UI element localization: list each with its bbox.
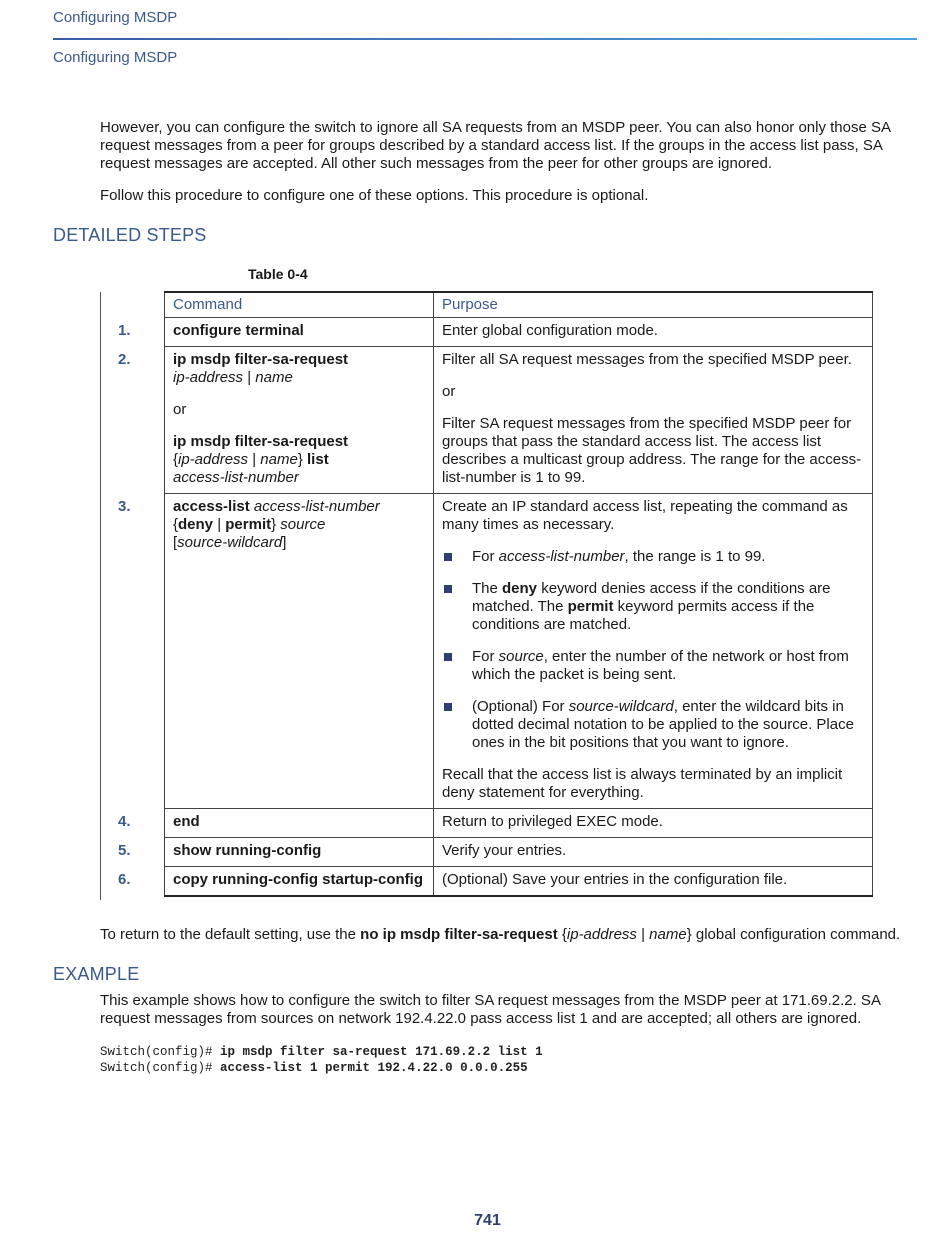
header-rule <box>53 38 917 40</box>
page-number: 741 <box>474 1212 501 1229</box>
purpose-text: Recall that the access list is always terminated by an implicit deny statement for everything. <box>442 766 843 801</box>
intro-paragraph-2: Follow this procedure to configure one of these options. This procedure is optional. <box>100 187 649 204</box>
command-argument: ip-address <box>178 451 249 468</box>
list-item: The deny keyword denies access if the conditions are matched. The permit keyword permits access if the conditions are matched. <box>442 580 864 634</box>
step-number: 6. <box>118 870 131 888</box>
command-keyword: ip msdp filter-sa-request <box>173 351 349 368</box>
intro-paragraph-1: However, you can configure the switch to ignore all SA requests from an MSDP peer. You can also honor only those SA request messages from a peer for groups described by a standard access list. If the groups in the access list pass, SA request messages are accepted. All other such messages from the peer for other groups are ignored. <box>100 119 891 172</box>
command-argument: access-list-number <box>173 469 299 486</box>
command-cell <box>165 867 434 897</box>
purpose-cell: Enter global configuration mode. <box>434 318 873 347</box>
command-argument: ip-address <box>566 926 637 943</box>
purpose-text: Filter SA request messages from the specified MSDP peer for groups that pass the standard access list. The access list describes a multicast group address. The range for the access-list-number is 1 to 99. <box>442 415 862 486</box>
command-keyword: end <box>173 813 200 830</box>
step-number: 3. <box>118 497 131 515</box>
purpose-column-header: Purpose <box>434 292 873 318</box>
command-keyword: access-list <box>173 498 250 515</box>
table-header-row <box>100 292 873 318</box>
steps-table <box>100 291 873 897</box>
command-column-header: Command <box>165 292 434 318</box>
command-cell <box>165 809 434 838</box>
or-text: or <box>173 401 187 418</box>
list-item: For access-list-number, the range is 1 to 99. <box>442 548 864 566</box>
or-text: or <box>442 383 456 400</box>
command-argument: access-list-number <box>253 498 380 515</box>
command-argument: name <box>649 926 687 943</box>
code-line <box>100 1044 543 1060</box>
command-keyword: configure terminal <box>173 322 304 339</box>
bullet-list <box>442 548 864 752</box>
command-argument: source <box>280 516 326 533</box>
command-keyword: copy running-config startup-config <box>173 871 423 888</box>
detailed-steps-heading: DETAILED STEPS <box>53 225 207 245</box>
example-paragraph: This example shows how to configure the switch to filter SA request messages from the MSDP peer at 171.69.2.2. SA request messages from sources on network 192.4.22.0 pass access list 1 and are accepted; all others are ignored. <box>100 992 881 1027</box>
square-bullet-icon <box>444 653 452 661</box>
purpose-cell <box>434 494 873 809</box>
square-bullet-icon <box>444 703 452 711</box>
purpose-cell <box>434 347 873 494</box>
purpose-text: Create an IP standard access list, repeating the command as many times as necessary. <box>442 498 848 533</box>
command-keyword: ip msdp filter-sa-request <box>173 433 349 450</box>
code-block <box>100 1044 543 1076</box>
command-cell: access-list access-list-number {deny | permit} source [source-wildcard] <box>165 494 434 809</box>
code-command: access-list 1 permit 192.4.22.0 0.0.0.255 <box>220 1061 528 1075</box>
code-prompt: Switch(config)# <box>100 1045 221 1059</box>
step-number: 1. <box>118 321 131 339</box>
running-header-section: Configuring MSDP <box>53 49 178 66</box>
table-row <box>100 838 873 867</box>
command-cell <box>165 838 434 867</box>
table-row <box>100 494 873 809</box>
command-keyword: show running-config <box>173 842 322 859</box>
square-bullet-icon <box>444 553 452 561</box>
return-default-paragraph: To return to the default setting, use the no ip msdp filter-sa-request {ip-address | name} global configuration command. <box>100 926 901 943</box>
example-heading: EXAMPLE <box>53 964 140 984</box>
table-row <box>100 347 873 494</box>
purpose-text: Filter all SA request messages from the specified MSDP peer. <box>442 351 852 368</box>
command-argument: ip-address <box>173 369 244 386</box>
argument-separator: | <box>243 369 256 386</box>
number-column-header <box>100 292 165 318</box>
purpose-cell: Return to privileged EXEC mode. <box>434 809 873 838</box>
command-argument: source-wildcard <box>177 534 283 551</box>
code-prompt: Switch(config)# <box>100 1061 221 1075</box>
square-bullet-icon <box>444 585 452 593</box>
command-argument: name <box>260 451 298 468</box>
purpose-cell: Verify your entries. <box>434 838 873 867</box>
list-item: For source, enter the number of the network or host from which the packet is being sent. <box>442 648 864 684</box>
command-keyword: no ip msdp filter-sa-request <box>360 926 558 943</box>
command-argument: name <box>255 369 293 386</box>
table-row <box>100 318 873 347</box>
command-cell: ip msdp filter-sa-request ip-address | name or ip msdp filter-sa-request {ip-address | name} list access-list-number <box>165 347 434 494</box>
command-cell <box>165 318 434 347</box>
table-row <box>100 809 873 838</box>
command-keyword: deny <box>178 516 214 533</box>
table-row <box>100 867 873 897</box>
step-number: 5. <box>118 841 131 859</box>
step-number: 4. <box>118 812 131 830</box>
running-header-chapter: Configuring MSDP <box>53 9 178 26</box>
purpose-cell: (Optional) Save your entries in the configuration file. <box>434 867 873 897</box>
code-command: ip msdp filter sa-request 171.69.2.2 list 1 <box>220 1045 543 1059</box>
command-keyword: list <box>307 451 329 468</box>
list-item: (Optional) For source-wildcard, enter the wildcard bits in dotted decimal notation to be applied to the source. Place ones in the bit positions that you want to ignore. <box>442 698 864 752</box>
code-line <box>100 1060 543 1076</box>
step-number: 2. <box>118 350 131 368</box>
table-caption: Table 0-4 <box>248 266 308 282</box>
command-keyword: permit <box>225 516 272 533</box>
